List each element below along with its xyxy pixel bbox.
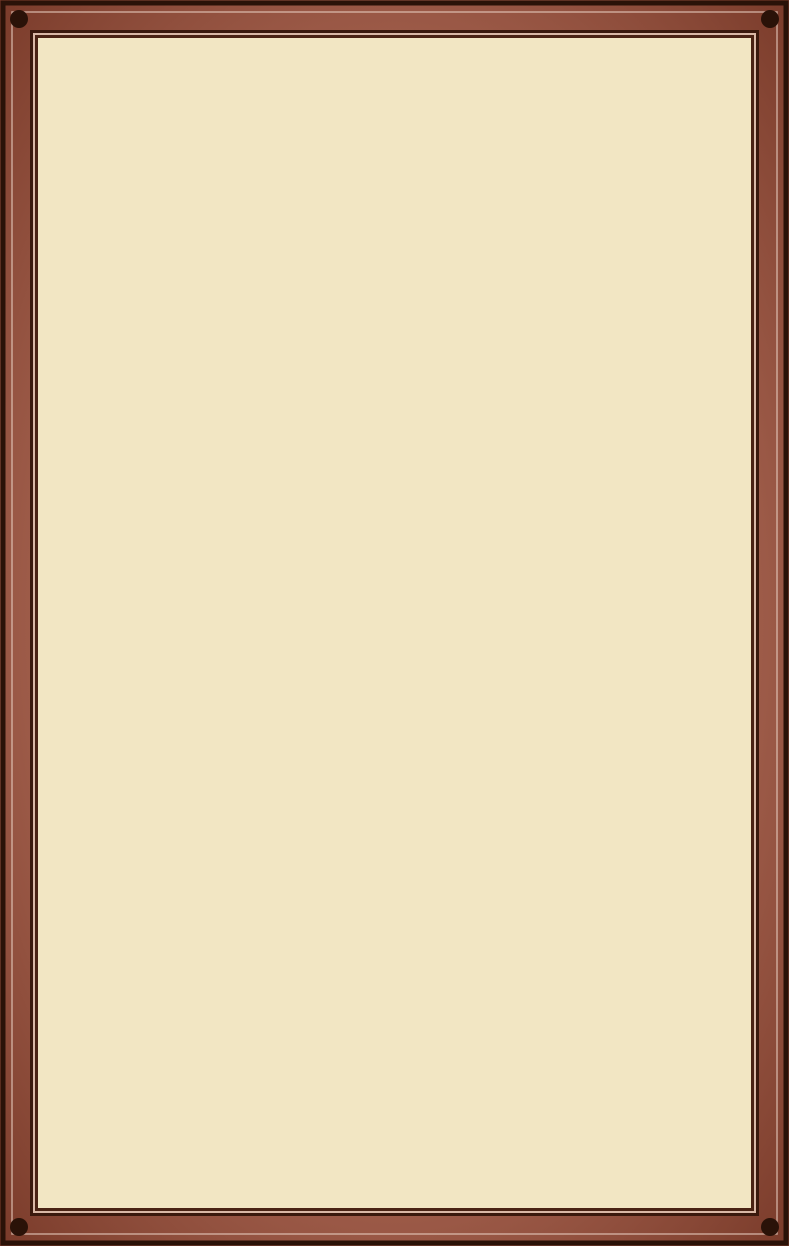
book-page <box>38 38 751 1208</box>
website-url[interactable] <box>0 1208 789 1246</box>
page-header <box>38 58 751 88</box>
